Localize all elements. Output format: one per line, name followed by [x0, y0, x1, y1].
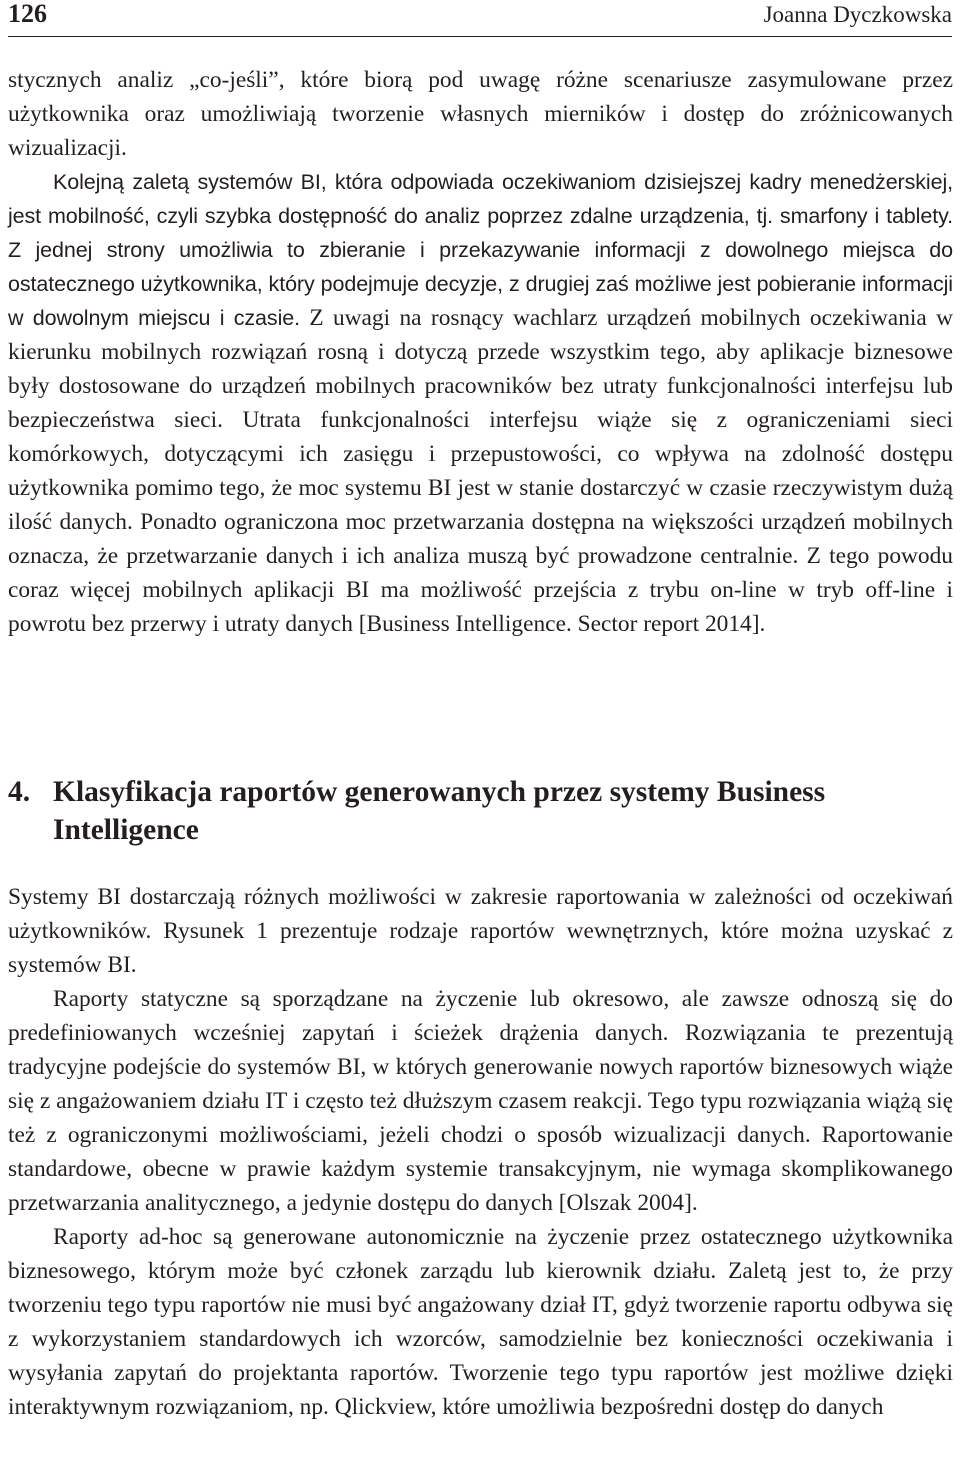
paragraph-mobility: [8, 165, 953, 641]
body-text-top: [8, 63, 953, 641]
paragraph-adhoc-reports: Raporty ad-hoc są generowane autonomicznie na życzenie przez ostatecznego użytkownika biznesowego, którym może być członek zarządu lub kierownik działu. Zaletą jest to, że przy tworzeniu tego typu raportów nie musi być angażowany dział IT, gdyż tworzenie raportu odbywa się z wykorzystaniem standardowych ich wzorców, samodzielnie bez konieczności oczekiwania i wysyłania zapytań do projektanta raportów. Tworzenie tego typu raportów jest możliwe dzięki interaktywnym rozwiązaniom, np. Qlickview, które umożliwia bezpośredni dostęp do danych: [8, 1224, 953, 1420]
section-heading: [8, 773, 953, 849]
running-header: [8, 0, 952, 37]
running-header-author: Joanna Dyczkowska: [763, 2, 952, 27]
paragraph-continuation: stycznych analiz „co-jeśli”, które biorą pod uwagę różne scenariusze zasymulowane przez użytkownika oraz umożliwiają tworzenie własnych mierników i dostęp do zróżnicowanych wizualizacji.: [8, 67, 953, 161]
paragraph-mobility-sans-part: Kolejną zaletą systemów BI, która odpowiada oczekiwaniom dzisiejszej kadry menedżerskiej, jest mobilność, czyli szybka dostępność do analiz poprzez zdalne urządzenia, tj. smarfony i tablety. Z jednej strony umożliwia to zbieranie i przekazywanie informacji z dowolnego miejsca do ostatecznego użytkownika, który podejmuje decyzje, z drugiej zaś możliwe jest pobieranie informacji w dowolnym miejscu i czasie.: [8, 170, 953, 330]
paragraph-intro: Systemy BI dostarczają różnych możliwości w zakresie raportowania w zależności od oczekiwań użytkowników. Rysunek 1 prezentuje rodzaje raportów wewnętrznych, które można uzyskać z systemów BI.: [8, 884, 953, 978]
body-text-bottom: [8, 880, 953, 1424]
paragraph-static-reports: Raporty statyczne są sporządzane na życzenie lub okresowo, ale zawsze odnoszą się do predefiniowanych wcześniej zapytań i ścieżek drążenia danych. Rozwiązania te prezentują tradycyjne podejście do systemów BI, w których generowanie nowych raportów biznesowych wiąże się z angażowaniem działu IT i często też dłuższym czasem reakcji. Tego typu rozwiązania wiążą się też z ograniczonymi możliwościami, jeżeli chodzi o sposób wizualizacji danych. Raportowanie standardowe, obecne w prawie każdym systemie transakcyjnym, nie wymaga skomplikowanego przetwarzania analitycznego, a jedynie dostępu do danych [Olszak 2004].: [8, 986, 953, 1216]
paragraph-mobility-serif-part: Z uwagi na rosnący wachlarz urządzeń mobilnych oczekiwania w kierunku mobilnych rozwiązań rosną i dotyczą przede wszystkim tego, aby aplikacje biznesowe były dostosowane do urządzeń mobilnych pracowników bez utraty funkcjonalności interfejsu lub bezpieczeństwa sieci. Utrata funkcjonalności interfejsu wiąże się z ograniczeniami sieci komórkowych, dotyczącymi ich zasięgu i przepustowości, co wpływa na zdolność dostępu użytkownika pomimo tego, że moc systemu BI jest w stanie dostarczyć w czasie rzeczywistym dużą ilość danych. Ponadto ograniczona moc przetwarzania dostępna na większości urządzeń mobilnych oznacza, że przetwarzanie danych i ich analiza muszą być prowadzone centralnie. Z tego powodu coraz więcej mobilnych aplikacji BI ma możliwość przejścia z trybu on-line w tryb off-line i powrotu bez przerwy i utraty danych [Business Intelligence. Sector report 2014].: [8, 305, 954, 637]
page-number: 126: [8, 0, 47, 28]
section-number: 4.: [8, 776, 31, 808]
section-title: Klasyfikacja raportów generowanych przez systemy Business Intelligence: [53, 776, 826, 846]
